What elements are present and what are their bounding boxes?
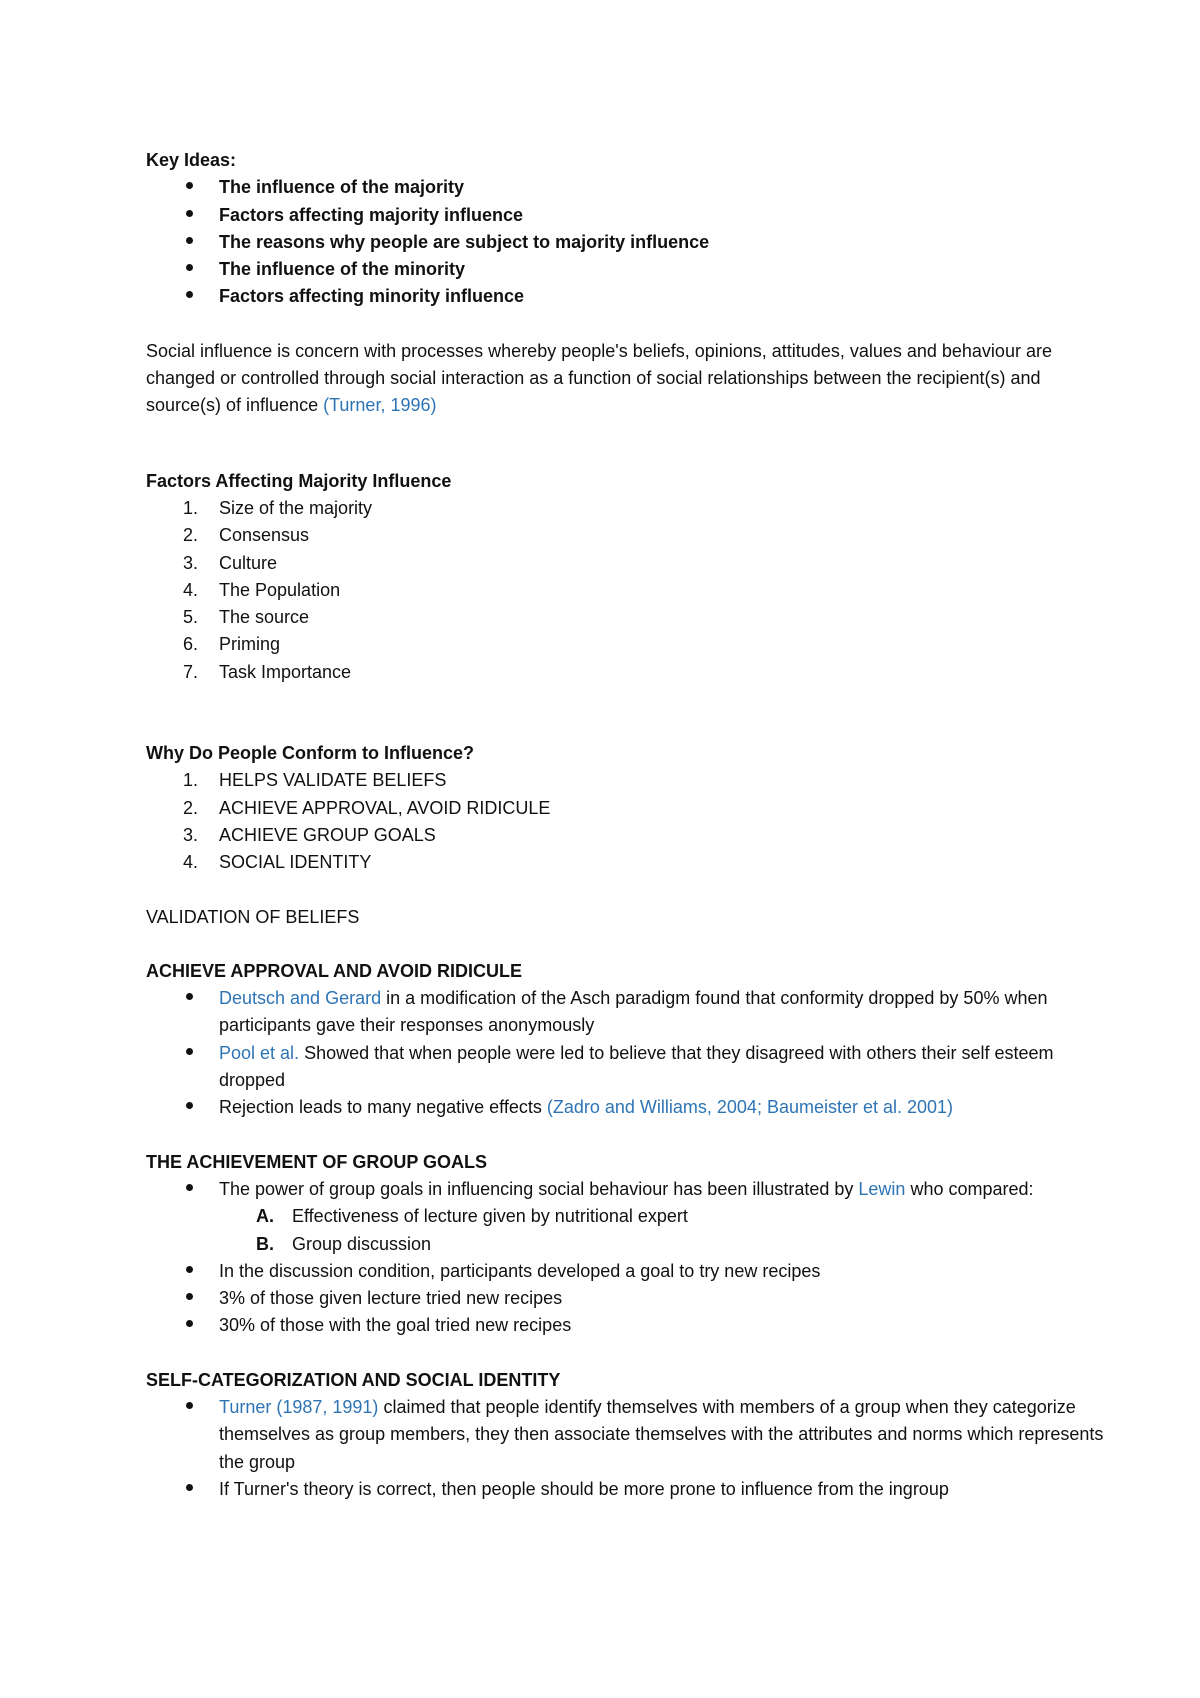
item-number: 6. — [183, 634, 199, 655]
approval-heading: ACHIEVE APPROVAL AND AVOID RIDICULE — [146, 960, 523, 981]
factors-majority-list — [146, 495, 1106, 686]
item-number: 2. — [183, 525, 199, 546]
list-item: 3% of those given lecture tried new recipes — [146, 1285, 1106, 1312]
item-text: Priming — [219, 634, 281, 655]
list-item — [146, 631, 1106, 658]
list-item — [146, 522, 1106, 549]
list-item — [146, 1094, 1106, 1121]
list-item — [146, 550, 1106, 577]
item-text: Size of the majority — [219, 497, 373, 518]
group-goals-heading: THE ACHIEVEMENT OF GROUP GOALS — [146, 1151, 488, 1172]
list-item — [146, 495, 1106, 522]
list-item: Factors affecting minority influence — [146, 283, 1106, 310]
document-content — [146, 147, 1106, 1503]
item-number: 5. — [183, 607, 199, 628]
intro-text: Social influence is concern with processes whereby people's beliefs, opinions, attitudes, values and behaviour are changed or controlled through social interaction as a function of social relationships between the recipient(s) and source(s) of influence — [146, 340, 1052, 416]
item-text: Group discussion — [292, 1233, 432, 1254]
item-text-after: who compared: — [905, 1178, 1034, 1199]
item-text: Effectiveness of lecture given by nutritional expert — [292, 1206, 688, 1227]
item-number: 3. — [183, 824, 199, 845]
social-identity-heading: SELF-CATEGORIZATION AND SOCIAL IDENTITY — [146, 1369, 561, 1390]
why-conform-heading: Why Do People Conform to Influence? — [146, 743, 474, 764]
item-number: 3. — [183, 552, 199, 573]
item-number: 7. — [183, 661, 199, 682]
item-text: SOCIAL IDENTITY — [219, 852, 372, 873]
list-item — [146, 577, 1106, 604]
item-letter: A. — [256, 1206, 274, 1227]
item-number: 4. — [183, 852, 199, 873]
factors-majority-heading: Factors Affecting Majority Influence — [146, 470, 452, 491]
item-number: 4. — [183, 579, 199, 600]
item-text: ACHIEVE APPROVAL, AVOID RIDICULE — [219, 797, 551, 818]
list-item: The reasons why people are subject to majority influence — [146, 229, 1106, 256]
list-item: The influence of the minority — [146, 256, 1106, 283]
list-item — [146, 849, 1106, 876]
item-number: 2. — [183, 797, 199, 818]
list-item: 30% of those with the goal tried new recipes — [146, 1312, 1106, 1339]
sub-list-item — [146, 1231, 1106, 1258]
validation-heading: VALIDATION OF BELIEFS — [146, 906, 360, 927]
list-item — [146, 985, 1106, 1040]
citation-link: Pool et al. — [219, 1042, 300, 1063]
citation-link: Turner (1987, 1991) — [219, 1396, 379, 1417]
item-text: Rejection leads to many negative effects — [219, 1097, 547, 1118]
key-ideas-heading: Key Ideas: — [146, 150, 237, 170]
list-item — [146, 822, 1106, 849]
why-conform-list — [146, 767, 1106, 876]
item-number: 1. — [183, 770, 199, 791]
item-letter: B. — [256, 1233, 274, 1254]
item-text: The power of group goals in influencing social behaviour has been illustrated by — [219, 1178, 859, 1199]
list-item: Factors affecting majority influence — [146, 202, 1106, 229]
item-text: Showed that when people were led to believe that they disagreed with others their self esteem dropped — [219, 1042, 1054, 1091]
list-item — [146, 1040, 1106, 1095]
intro-citation: (Turner, 1996) — [323, 395, 437, 416]
approval-list — [146, 985, 1106, 1121]
list-item — [146, 604, 1106, 631]
list-item: If Turner's theory is correct, then people should be more prone to influence from the ingroup — [146, 1476, 1106, 1503]
item-text: Culture — [219, 552, 278, 573]
sub-list-item — [146, 1203, 1106, 1230]
list-item — [146, 767, 1106, 794]
list-item — [146, 659, 1106, 686]
key-ideas-list — [146, 174, 1106, 310]
citation-link: (Zadro and Williams, 2004; Baumeister et al. 2001) — [546, 1097, 954, 1118]
list-item: The influence of the majority — [146, 174, 1106, 201]
social-identity-list — [146, 1394, 1106, 1503]
list-item — [146, 1176, 1106, 1203]
list-item — [146, 1394, 1106, 1476]
citation-link: Lewin — [858, 1178, 906, 1199]
item-text: ACHIEVE GROUP GOALS — [219, 824, 436, 845]
item-text: in a modification of the Asch paradigm found that conformity dropped by 50% when participants gave their responses anonymously — [219, 988, 1048, 1036]
item-number: 1. — [183, 497, 199, 518]
item-text: Task Importance — [219, 661, 352, 682]
list-item — [146, 795, 1106, 822]
group-goals-list — [146, 1176, 1106, 1340]
intro-paragraph — [146, 338, 1106, 420]
citation-link: Deutsch and Gerard — [219, 988, 382, 1009]
item-text: The Population — [219, 579, 341, 600]
list-item: In the discussion condition, participants developed a goal to try new recipes — [146, 1258, 1106, 1285]
item-text: HELPS VALIDATE BELIEFS — [219, 770, 447, 791]
item-text: The source — [219, 607, 310, 628]
item-text: Consensus — [219, 525, 310, 546]
item-text: claimed that people identify themselves with members of a group when they categorize themselves as group members, they then associate themselves with the attributes and norms which represents the group — [219, 1396, 1104, 1472]
